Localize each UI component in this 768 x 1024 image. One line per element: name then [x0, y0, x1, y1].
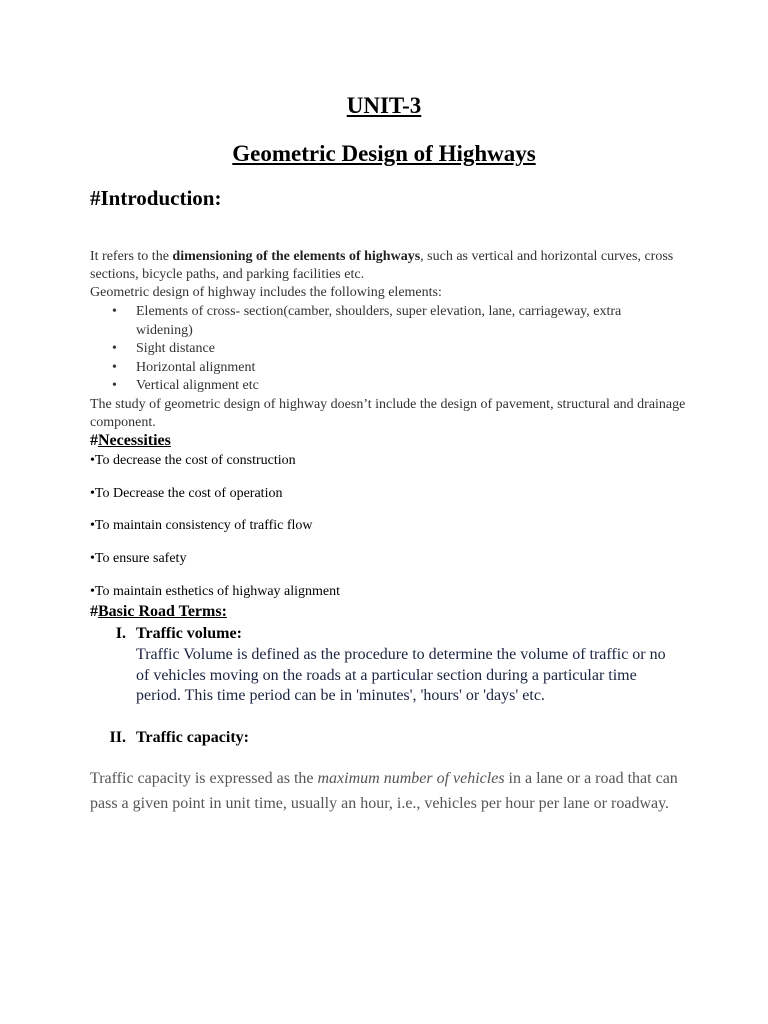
traffic-capacity-description [90, 766, 700, 816]
necessities-title: Necessities [98, 432, 171, 449]
traffic-volume-description: Traffic Volume is defined as the procedure to determine the volume of traffic or no of vehicles moving on the roads at a particular section during a particular time period. This time period can be in 'minutes', 'hours' or 'days' etc. [136, 646, 666, 705]
necessity-item: •To maintain esthetics of highway alignment [90, 584, 341, 599]
unit-heading: UNIT-3 [346, 93, 422, 118]
necessity-item: •To Decrease the cost of operation [90, 486, 283, 501]
list-item: • Sight distance [110, 340, 680, 359]
term-name: Traffic capacity: [136, 729, 249, 746]
necessities-heading [90, 432, 171, 450]
capacity-italic-phrase: maximum number of vehicles [317, 770, 505, 787]
elements-intro: Geometric design of highway includes the following elements: [90, 285, 442, 300]
necessity-item: •To decrease the cost of construction [90, 453, 296, 468]
elements-list [110, 303, 680, 396]
intro-bold-phrase: dimensioning of the elements of highways [172, 249, 421, 264]
page-title: Geometric Design of Highways [232, 141, 536, 166]
list-item: • Vertical alignment etc [110, 377, 680, 396]
capacity-text-end: in a lane or a road that can pass a given point in unit time, usually an hour, i.e., vehicles per hour per lane or roadway. [90, 770, 678, 812]
necessity-item: •To ensure safety [90, 551, 187, 566]
list-item: • Horizontal alignment [110, 359, 680, 378]
scope-note: The study of geometric design of highway doesn’t include the design of pavement, structural and drainage component. [90, 397, 686, 430]
intro-text-start: It refers to the [90, 249, 173, 264]
capacity-text-start: Traffic capacity is expressed as the [90, 770, 318, 787]
intro-text-end: , such as vertical and horizontal curves, cross sections, bicycle paths, and parking facilities etc. [90, 249, 674, 282]
term-numeral: II. [109, 729, 126, 746]
basic-terms-heading [90, 603, 227, 621]
basic-terms-hash: # [90, 603, 98, 620]
necessities-hash: # [90, 432, 98, 449]
introduction-heading: #Introduction: [90, 186, 222, 210]
basic-terms-title: Basic Road Terms: [98, 603, 227, 620]
introduction-paragraph [90, 248, 690, 284]
term-name: Traffic volume: [136, 625, 242, 642]
necessity-item: •To maintain consistency of traffic flow [90, 518, 313, 533]
list-item: • Elements of cross- section(camber, shoulders, super elevation, lane, carriageway, extra widening) [110, 303, 680, 340]
term-numeral: I. [115, 625, 126, 642]
